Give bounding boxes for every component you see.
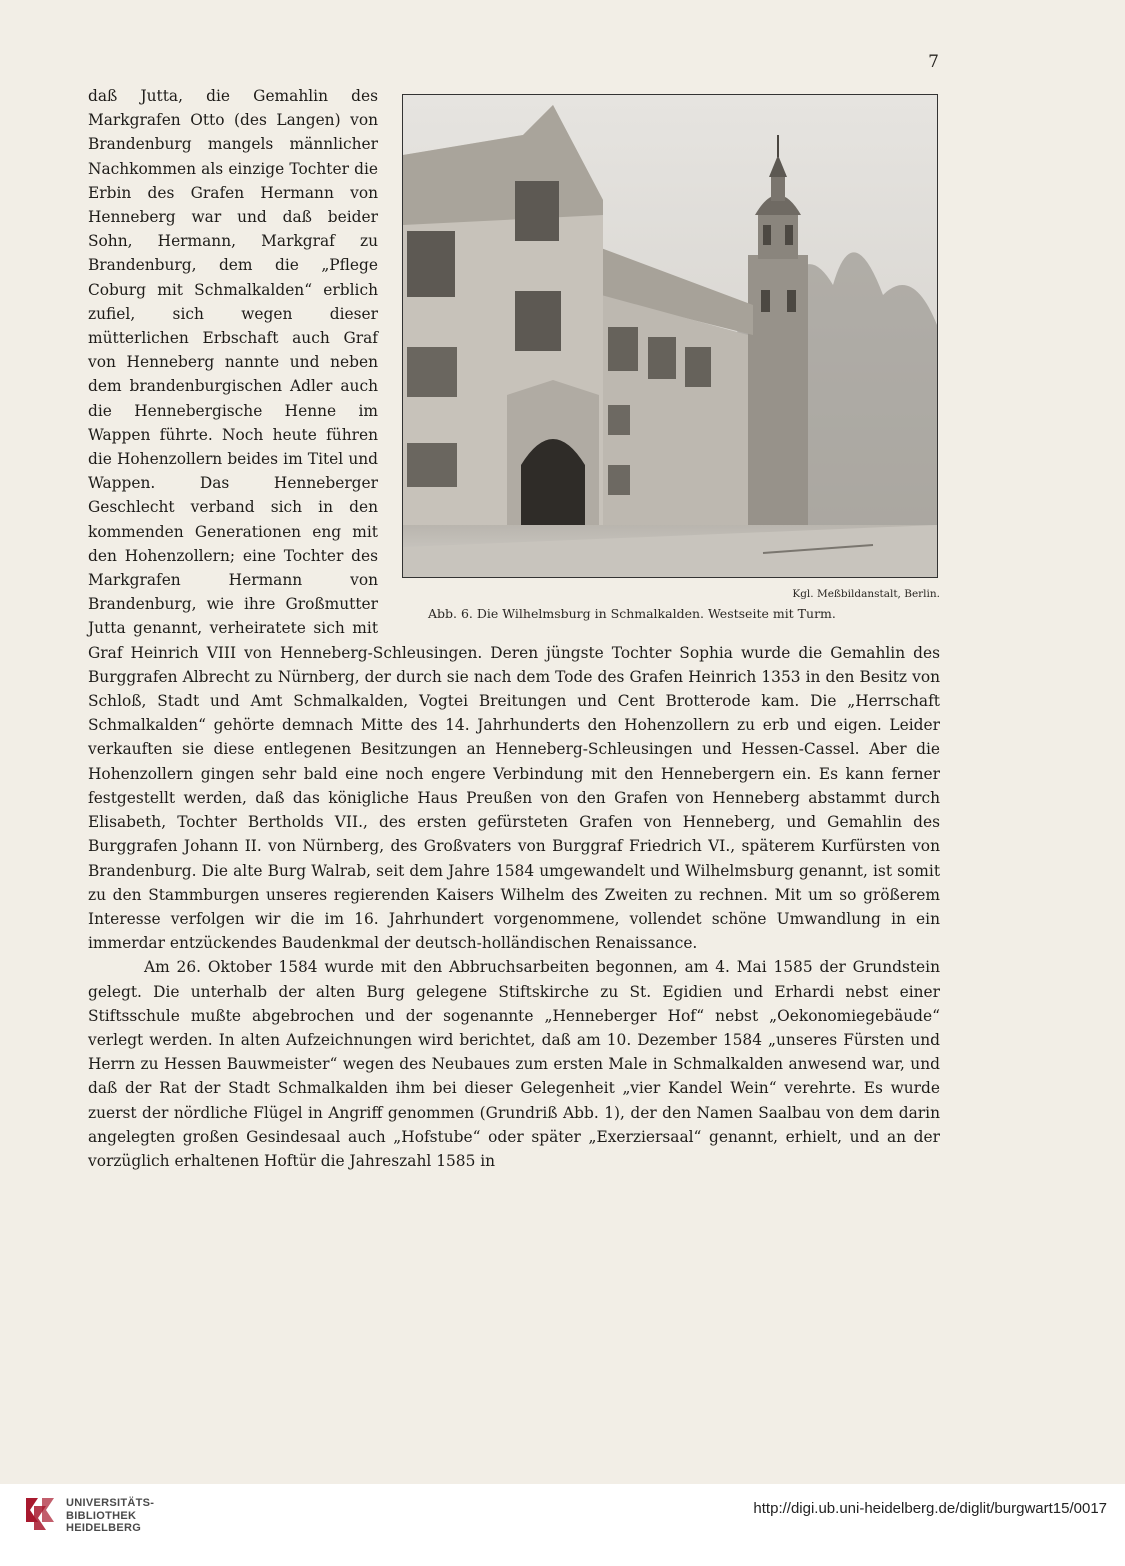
library-name: UNIVERSITÄTS- BIBLIOTHEK HEIDELBERG [66,1497,155,1534]
library-logo-icon [24,1494,56,1532]
figure-caption: Abb. 6. Die Wilhelmsburg in Schmalkalden. Westseite mit Turm. [428,606,836,621]
page-number: 7 [928,52,939,72]
paragraph: Am 26. Oktober 1584 wurde mit den Abbruchsarbeiten begonnen, am 4. Mai 1585 der Grundstein gelegt. Die unterhalb der alten Burg gelegene Stiftskirche zu St. Egidien und Erhardi nebst einer Stiftsschule mußte abgebrochen und der sogenannte „Henneberger Hof“ nebst „Oekonomiegebäude“ verlegt werden. In alten Aufzeichnungen wird berichtet, daß am 10. Dezember 1584 „unseres Fürsten und Herrn zu Hessen Bauwmeister“ wegen des Neubaues zum ersten Male in Schmalkalden anwesend war, und daß der Rat der Stadt Schmalkalden ihm bei dieser Gelegenheit „vier Kandel Wein“ verehrte. Es wurde zuerst der nördliche Flügel in Angriff genommen (Grundriß Abb. 1), der den Namen Saalbau von dem darin angelegten großen Gesindesaal auch „Hofstube“ oder später „Exerziersaal“ genannt, erhielt, und an der vorzüglich erhaltenen Hoftür die Jahreszahl 1585 in [88,958,940,1170]
source-url-link[interactable]: http://digi.ub.uni-heidelberg.de/diglit/burgwart15/0017 [753,1500,1107,1517]
footer [0,1484,1125,1566]
figure [402,94,940,634]
body-text [88,84,940,1173]
paragraph: daß Jutta, die Gemahlin des Markgrafen Otto (des Langen) von Brandenburg mangels männlicher Nachkommen als einzige Tochter die Erbin des Grafen Hermann von Henneberg war und daß beider Sohn, Hermann, Markgraf zu Brandenburg, dem die „Pflege Coburg mit Schmalkalden“ erblich zufiel, sich wegen dieser mütterlichen Erbschaft auch Graf von Henneberg nannte und neben dem brandenburgischen Adler auch die Hennebergische Henne im Wappen führte. Noch heute führen die Hohenzollern beides im Titel und Wappen. Das Henneberger Geschlecht verband sich in den kommenden Generationen eng mit den Hohenzollern; eine Tochter des Markgrafen Hermann von Brandenburg, wie ihre Großmutter Jutta genannt, verheiratete sich mit Graf Heinrich VIII von Henneberg-Schleusingen. Deren jüngste Tochter Sophia wurde die Gemahlin des Burggrafen Albrecht zu Nürnberg, der durch sie nach dem Tode des Grafen Heinrich 1353 in den Besitz von Schloß, Stadt und Amt Schmalkalden, Vogtei Breitungen und Cent Brotterode kam. Die „Herrschaft Schmalkalden“ gehörte demnach Mitte des 14. Jahrhunderts den Hohenzollern zu erb und eigen. Leider verkauften sie diese entlegenen Besitzungen an Henneberg-Schleusingen und Hessen-Cassel. Aber die Hohenzollern gingen sehr bald eine noch engere Verbindung mit den Hennebergern ein. Es kann ferner festgestellt werden, daß das königliche Haus Preußen von den Grafen von Henneberg abstammt durch Elisabeth, Tochter Bertholds VII., des ersten gefürsteten Grafen von Henneberg, und Gemahlin des Burggrafen Johann II. von Nürnberg, des Großvaters von Burggraf Friedrich VI., späterem Kurfürsten von Brandenburg. Die alte Burg Walrab, seit dem Jahre 1584 umgewandelt und Wilhelmsburg genannt, ist somit zu den Stammburgen unseres regierenden Kaisers Wilhelm des Zweiten zu rechnen. Mit um so größerem Interesse verfolgen wir die im 16. Jahrhundert vorgenommene, vollendet schöne Umwandlung in ein immerdar entzückendes Baudenkmal der deutsch-holländischen Renaissance. [88,87,940,953]
castle-photograph [402,94,938,578]
photo-credit: Kgl. Meßbildanstalt, Berlin. [792,588,940,600]
